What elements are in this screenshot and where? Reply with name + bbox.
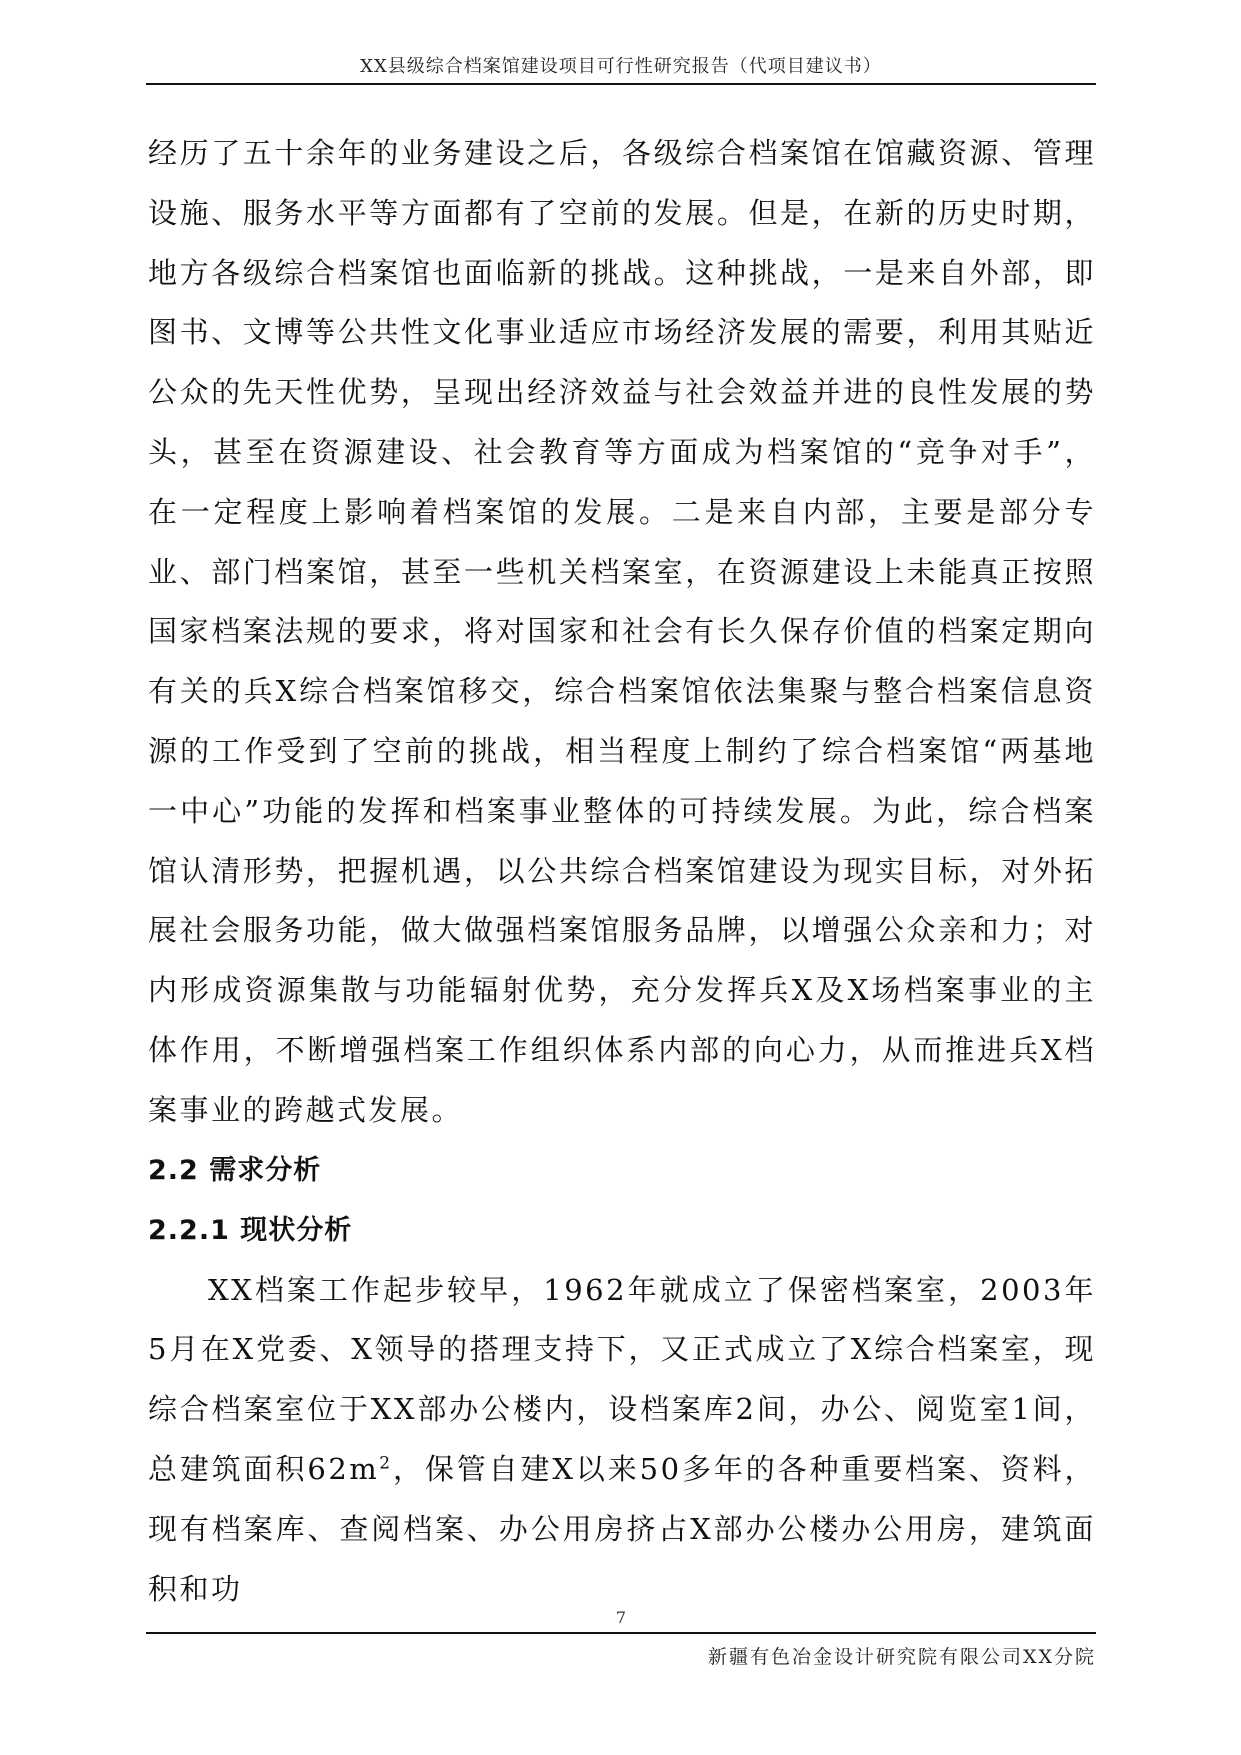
footer-divider [146,1632,1096,1634]
status-text-part-2: ，保管自建X以来50多年的各种重要档案、资料，现有档案库、查阅档案、办公用房挤占X部办公楼办公用房，建筑面积和功 [148,1451,1096,1606]
subsection-heading: 2.2.1 现状分析 [148,1214,353,1246]
status-text-part-1: XX档案工作起步较早，1962年就成立了保密档案室，2003年5月在X党委、X领导的搭理支持下，又正式成立了X综合档案室，现综合档案室位于XX部办公楼内，设档案库2间，办公、阅览室1间，总建筑面积62m [148,1272,1096,1486]
header-divider [146,83,1096,85]
body-paragraph: 经历了五十余年的业务建设之后，各级综合档案馆在馆藏资源、管理设施、服务水平等方面都有了空前的发展。但是，在新的历史时期，地方各级综合档案馆也面临新的挑战。这种挑战，一是来自外部，即图书、文博等公共性文化事业适应市场经济发展的需要，利用其贴近公众的先天性优势，呈现出经济效益与社会效益并进的良性发展的势头，甚至在资源建设、社会教育等方面成为档案馆的“竞争对手”，在一定程度上影响着档案馆的发展。二是来自内部，主要是部分专业、部门档案馆，甚至一些机关档案室，在资源建设上未能真正按照国家档案法规的要求，将对国家和社会有长久保存价值的档案定期向有关的兵X综合档案馆移交，综合档案馆依法集聚与整合档案信息资源的工作受到了空前的挑战，相当程度上制约了综合档案馆“两基地一中心”功能的发挥和档案事业整体的可持续发展。为此，综合档案馆认清形势，把握机遇，以公共综合档案馆建设为现实目标，对外拓展社会服务功能，做大做强档案馆服务品牌，以增强公众亲和力；对内形成资源集散与功能辐射优势，充分发挥兵X及X场档案事业的主体作用，不断增强档案工作组织体系内部的向心力，从而推进兵X档案事业的跨越式发展。 [148,136,1096,1127]
document-body [148,124,1096,1619]
page-header-title: XX县级综合档案馆建设项目可行性研究报告（代项目建议书） [360,56,882,77]
page-number: 7 [615,1608,627,1627]
body-paragraph-status [148,1261,1096,1620]
footer-organization: 新疆有色冶金设计研究院有限公司XX分院 [707,1646,1096,1668]
area-unit-superscript: 2 [379,1453,393,1474]
section-heading: 2.2 需求分析 [148,1154,322,1186]
